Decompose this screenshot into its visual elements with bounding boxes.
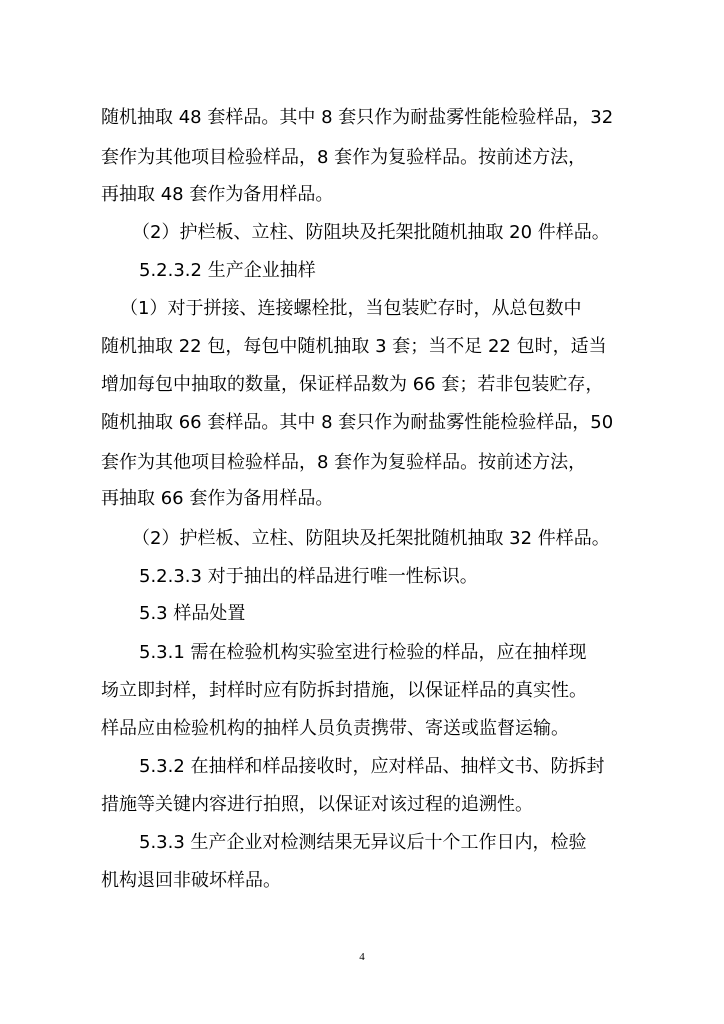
section-heading: 5.2.3.2 生产企业抽样 bbox=[139, 260, 316, 281]
text-line: 随机抽取 48 套样品。其中 8 套只作为耐盐雾性能检验样品，32 bbox=[101, 107, 614, 128]
text-line: 套作为其他项目检验样品，8 套作为复验样品。按前述方法， bbox=[101, 147, 587, 168]
text-line: 场立即封样，封样时应有防拆封措施，以保证样品的真实性。 bbox=[101, 680, 587, 701]
text-line: 5.3.3 生产企业对检测结果无异议后十个工作日内，检验 bbox=[139, 832, 587, 853]
text-line: 随机抽取 22 包，每包中随机抽取 3 套；当不足 22 包时，适当 bbox=[101, 336, 607, 357]
text-line: 再抽取 48 套作为备用样品。 bbox=[101, 184, 334, 205]
text-line: 再抽取 66 套作为备用样品。 bbox=[101, 488, 334, 509]
text-line: （1）对于拼接、连接螺栓批，当包装贮存时，从总包数中 bbox=[120, 298, 582, 319]
text-line: 随机抽取 66 套样品。其中 8 套只作为耐盐雾性能检验样品，50 bbox=[101, 412, 614, 433]
section-heading: 5.3 样品处置 bbox=[139, 603, 246, 624]
text-line: （2）护栏板、立柱、防阻块及托架批随机抽取 32 件样品。 bbox=[132, 528, 610, 549]
page-number: 4 bbox=[359, 951, 365, 963]
text-line: （2）护栏板、立柱、防阻块及托架批随机抽取 20 件样品。 bbox=[132, 222, 610, 243]
text-line: 5.3.1 需在检验机构实验室进行检验的样品，应在抽样现 bbox=[139, 642, 587, 663]
text-line: 5.3.2 在抽样和样品接收时，应对样品、抽样文书、防拆封 bbox=[139, 756, 605, 777]
text-line: 增加每包中抽取的数量，保证样品数为 66 套；若非包装贮存， bbox=[101, 374, 604, 395]
text-line: 套作为其他项目检验样品，8 套作为复验样品。按前述方法， bbox=[101, 452, 587, 473]
text-line: 样品应由检验机构的抽样人员负责携带、寄送或监督运输。 bbox=[101, 718, 569, 739]
text-line: 机构退回非破坏样品。 bbox=[101, 870, 281, 891]
section-heading: 5.2.3.3 对于抽出的样品进行唯一性标识。 bbox=[139, 566, 478, 587]
text-line: 措施等关键内容进行拍照，以保证对该过程的追溯性。 bbox=[101, 794, 533, 815]
